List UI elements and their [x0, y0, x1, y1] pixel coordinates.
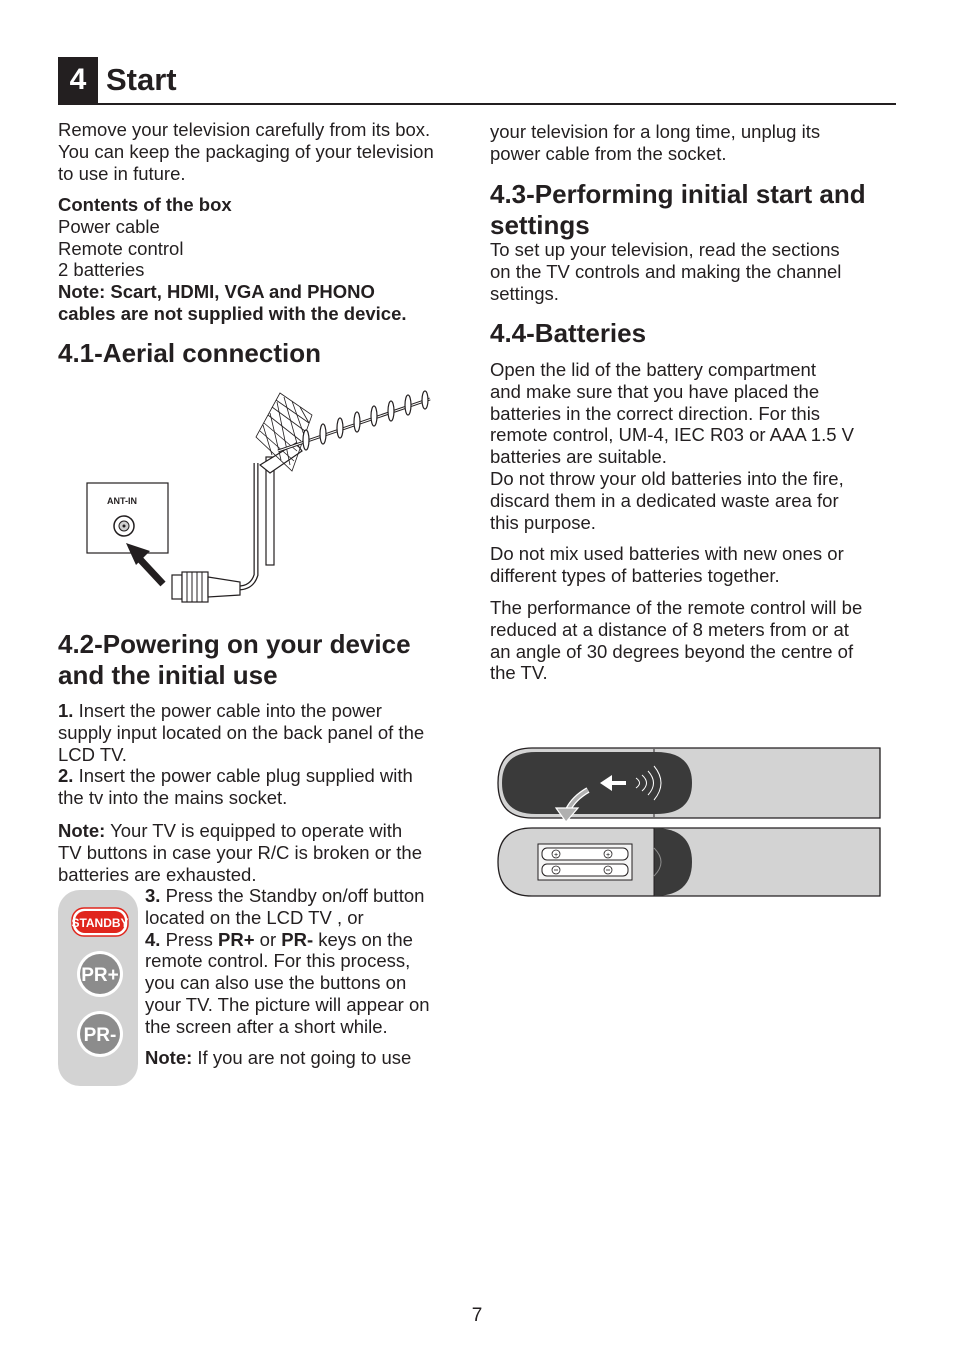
box-item: Power cable: [58, 215, 160, 237]
svg-text:+: +: [605, 852, 611, 859]
section-title-batteries: 4.4-Batteries: [490, 318, 647, 348]
step-text: Insert the power cable plug supplied with: [78, 765, 413, 787]
step-text: remote control. For this process,: [145, 950, 411, 972]
intro-line: to use in future.: [58, 162, 186, 184]
pr-minus-label: PR-: [83, 1025, 117, 1046]
text-line: on the TV controls and making the channel: [490, 260, 842, 282]
step-text: supply input located on the back panel of the: [58, 721, 425, 743]
antenna-icon: [256, 391, 430, 565]
text-line: Do not throw your old batteries into the fire,: [490, 467, 844, 489]
pr-plus-button: [77, 951, 123, 997]
section-title-line: settings: [490, 210, 590, 240]
tv-button-panel: [58, 890, 138, 1086]
intro-paragraph: [58, 119, 468, 184]
section-title-aerial: 4.1-Aerial connection: [58, 338, 321, 368]
note-text: TV buttons in case your R/C is broken or the: [58, 841, 423, 863]
step-number: 1.: [58, 700, 74, 721]
cables-note: Note: Scart, HDMI, VGA and PHONO: [58, 281, 375, 303]
section-title-line: 4.2-Powering on your device: [58, 629, 411, 659]
box-contents-heading: Contents of the box: [58, 194, 232, 215]
batteries-paragraph-3: [490, 597, 900, 684]
chapter-title: Start: [106, 62, 177, 97]
box-item: 2 batteries: [58, 259, 145, 281]
standby-steps: [145, 885, 465, 1038]
text-line: different types of batteries together.: [490, 564, 780, 586]
battery-icon: [542, 848, 628, 860]
step-text: you can also use the buttons on: [145, 972, 407, 994]
chapter-number: 4: [58, 57, 98, 103]
step-text: your TV. The picture will appear on: [145, 993, 430, 1015]
step-number: 3.: [145, 885, 161, 906]
section-title-line: and the initial use: [58, 660, 278, 690]
unplug-continued: [490, 121, 900, 165]
standby-button: [71, 908, 128, 936]
text-line: batteries are suitable.: [490, 446, 667, 468]
text-line: remote control, UM-4, IEC R03 or AAA 1.5 V: [490, 424, 854, 446]
key-name: PR-: [281, 928, 314, 950]
step-text: LCD TV.: [58, 743, 127, 765]
note-text: Your TV is equipped to operate with: [110, 820, 403, 841]
aerial-plug-icon: [172, 572, 240, 602]
text-line: your television for a long time, unplug its: [490, 121, 821, 142]
page-number: 7: [471, 1305, 483, 1326]
section-title-line: 4.3-Performing initial start and: [490, 179, 866, 209]
batteries-paragraph-1: [490, 359, 900, 533]
remote-battery-bay: [498, 828, 880, 896]
step-text: Press: [165, 928, 213, 950]
ant-in-label: ANT-IN: [107, 496, 137, 506]
step-number: 4.: [145, 928, 161, 950]
intro-line: You can keep the packaging of your television: [58, 140, 434, 162]
battery-compartment-illustration: [496, 746, 884, 898]
power-steps: [58, 700, 468, 809]
note-text: If you are not going to use: [197, 1047, 412, 1068]
step-text: or: [259, 928, 277, 950]
box-contents: [58, 194, 468, 325]
text-line: an angle of 30 degrees beyond the centre of: [490, 640, 854, 662]
text-line: To set up your television, read the sections: [490, 239, 840, 260]
section-title-powering: [58, 629, 411, 691]
step-text: the tv into the mains socket.: [58, 787, 288, 809]
section-title-initial-start: [490, 179, 866, 241]
note-label: Note:: [58, 820, 106, 841]
initial-start-paragraph: [490, 239, 900, 304]
battery-icon: [542, 864, 628, 876]
chapter-header: [58, 57, 896, 105]
note-label: Note:: [145, 1047, 193, 1068]
standby-label: STANDBY: [71, 916, 129, 930]
text-line: Open the lid of the battery compartment: [490, 359, 816, 380]
step-text: located on the LCD TV , or: [145, 906, 364, 928]
step-number: 2.: [58, 765, 74, 787]
aerial-connection-illustration: [80, 385, 440, 610]
box-item: Remote control: [58, 237, 184, 259]
text-line: reduced at a distance of 8 meters from or at: [490, 618, 849, 640]
intro-line: Remove your television carefully from its box.: [58, 119, 431, 140]
text-line: this purpose.: [490, 511, 596, 533]
unplug-note: [145, 1047, 465, 1069]
tv-buttons-note: [58, 820, 468, 885]
text-line: batteries in the correct direction. For this: [490, 402, 821, 424]
text-line: The performance of the remote control will be: [490, 597, 863, 618]
pr-minus-button: [77, 1011, 123, 1057]
note-text: batteries are exhausted.: [58, 863, 257, 885]
text-line: Do not mix used batteries with new ones or: [490, 543, 844, 564]
svg-text:+: +: [553, 852, 559, 859]
text-line: settings.: [490, 282, 559, 304]
text-line: the TV.: [490, 662, 548, 684]
key-name: PR+: [218, 928, 255, 950]
text-line: power cable from the socket.: [490, 142, 727, 164]
pr-plus-label: PR+: [81, 965, 119, 986]
text-line: and make sure that you have placed the: [490, 380, 820, 402]
step-text: the screen after a short while.: [145, 1015, 388, 1037]
step-text: keys on the: [318, 928, 413, 950]
text-line: discard them in a dedicated waste area for: [490, 489, 839, 511]
step-text: Press the Standby on/off button: [165, 885, 425, 906]
batteries-paragraph-2: [490, 543, 900, 587]
cables-note: cables are not supplied with the device.: [58, 302, 407, 324]
step-text: Insert the power cable into the power: [78, 700, 382, 721]
